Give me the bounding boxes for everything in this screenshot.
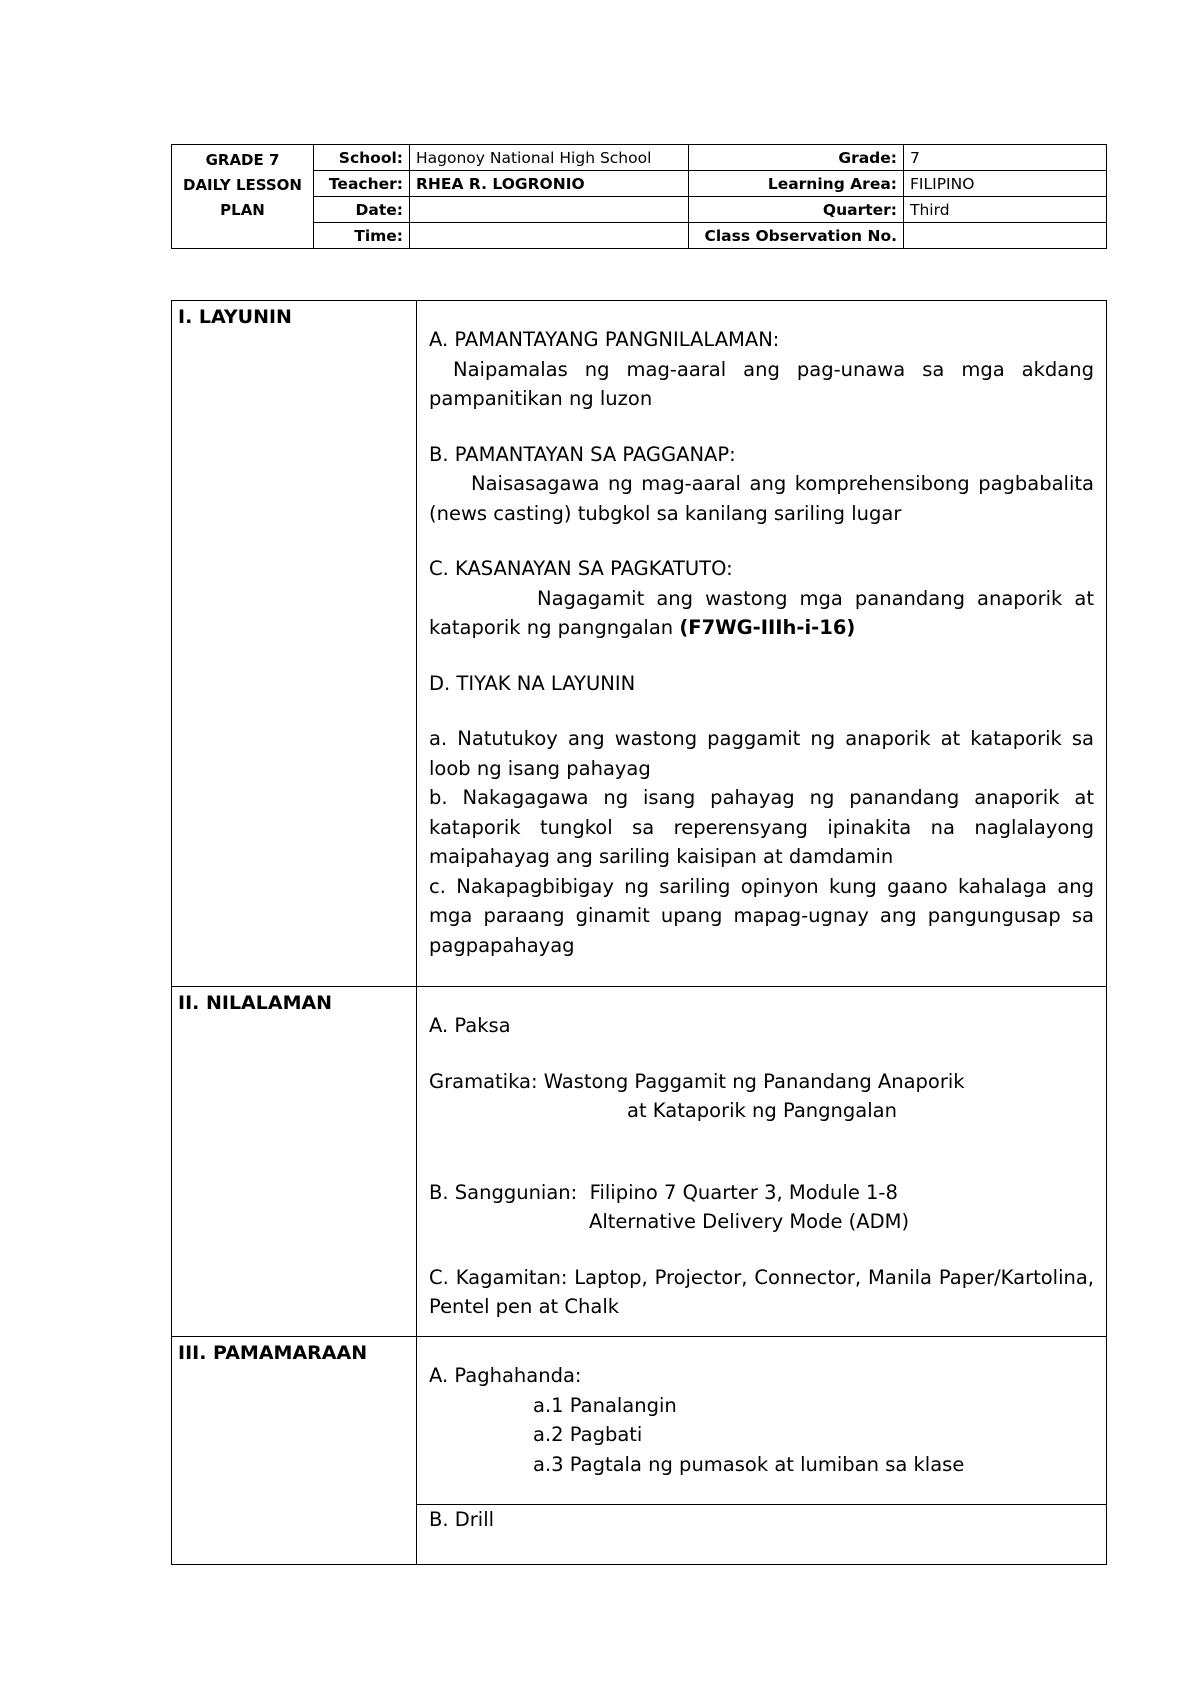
- paghahanda-title: A. Paghahanda:: [429, 1364, 582, 1387]
- section-title-nilalaman: II. NILALAMAN: [172, 987, 417, 1337]
- tiyak-na-layunin-item-a: a. Natutukoy ang wastong paggamit ng anaporik at kataporik sa loob ng isang pahayag: [429, 727, 1094, 780]
- time-label: Time:: [314, 223, 410, 249]
- kasanayan-sa-pagkatuto-text: Nagagamit ang wastong mga panandang anaporik at kataporik ng pangngalan: [429, 586, 1094, 639]
- teacher-value: RHEA R. LOGRONIO: [410, 171, 689, 197]
- tiyak-na-layunin-title: D. TIYAK NA LAYUNIN: [429, 671, 636, 695]
- class-observation-value: [904, 223, 1107, 249]
- competency-code: (F7WG-IIIh-i-16): [679, 616, 856, 639]
- drill-title: B. Drill: [429, 1508, 495, 1531]
- paghahanda-item-3: a.3 Pagtala ng pumasok at lumiban sa klase: [533, 1452, 965, 1476]
- pamamaraan-row-a: [172, 1337, 1107, 1505]
- pamantayang-pangnilalaman-text: Naipamalas ng mag-aaral ang pag-unawa sa mga akdang pampanitikan ng luzon: [429, 357, 1094, 410]
- gramatika-line-1: Gramatika: Wastong Paggamit ng Panandang Anaporik: [429, 1069, 965, 1093]
- section-title-layunin: I. LAYUNIN: [172, 301, 417, 987]
- tiyak-na-layunin-item-b: b. Nakagagawa ng isang pahayag ng panandang anaporik at kataporik tungkol sa reperensyang ipinakita na naglalayong maipahayag ang sariling kaisipan at damdamin: [429, 786, 1094, 868]
- kasanayan-sa-pagkatuto-block: [429, 584, 1094, 643]
- layunin-content: [417, 301, 1107, 987]
- pamantayan-sa-pagganap-title: B. PAMANTAYAN SA PAGGANAP:: [429, 442, 736, 466]
- title-line-2: DAILY LESSON: [183, 176, 302, 194]
- date-label: Date:: [314, 197, 410, 223]
- paghahanda-content: [417, 1337, 1107, 1505]
- sanggunian-value-2: Alternative Delivery Mode (ADM): [589, 1210, 910, 1233]
- kasanayan-sa-pagkatuto-title: C. KASANAYAN SA PAGKATUTO:: [429, 557, 733, 580]
- title-line-3: PLAN: [220, 201, 265, 219]
- nilalaman-row: [172, 987, 1107, 1337]
- teacher-label: Teacher:: [314, 171, 410, 197]
- lesson-plan-body-table: [171, 300, 1107, 1565]
- lesson-plan-title: [172, 145, 314, 249]
- class-observation-label: Class Observation No.: [689, 223, 904, 249]
- learning-area-value: FILIPINO: [904, 171, 1107, 197]
- nilalaman-content: [417, 987, 1107, 1337]
- pamantayan-sa-pagganap-text: Naisasagawa ng mag-aaral ang komprehensibong pagbabalita (news casting) tubgkol sa kanilang sariling lugar: [429, 472, 1094, 525]
- learning-area-label: Learning Area:: [689, 171, 904, 197]
- layunin-row: [172, 301, 1107, 987]
- quarter-label: Quarter:: [689, 197, 904, 223]
- tiyak-na-layunin-item-c: c. Nakapagbibigay ng sariling opinyon kung gaano kahalaga ang mga paraang ginamit upang mapag-ugnay ang pangungusap sa pagpapahayag: [429, 874, 1094, 957]
- sanggunian-value-1: Filipino 7 Quarter 3, Module 1-8: [589, 1180, 898, 1204]
- drill-content: [417, 1505, 1107, 1565]
- section-title-pamamaraan: III. PAMAMARAAN: [172, 1337, 417, 1565]
- school-value: Hagonoy National High School: [410, 145, 689, 171]
- school-label: School:: [314, 145, 410, 171]
- gramatika-line-2: at Kataporik ng Pangngalan: [627, 1099, 897, 1122]
- time-value: [410, 223, 689, 249]
- sanggunian-line-1: [429, 1178, 1094, 1208]
- title-line-1: GRADE 7: [205, 151, 280, 169]
- quarter-value: Third: [904, 197, 1107, 223]
- paghahanda-item-1: a.1 Panalangin: [533, 1393, 677, 1417]
- date-value: [410, 197, 689, 223]
- paksa-title: A. Paksa: [429, 1014, 511, 1037]
- paghahanda-item-2: a.2 Pagbati: [533, 1423, 643, 1446]
- grade-label: Grade:: [689, 145, 904, 171]
- grade-value: 7: [904, 145, 1107, 171]
- sanggunian-label: B. Sanggunian:: [429, 1180, 578, 1204]
- pamantayang-pangnilalaman-title: A. PAMANTAYANG PANGNILALAMAN:: [429, 328, 780, 351]
- kagamitan-text: C. Kagamitan: Laptop, Projector, Connector, Manila Paper/Kartolina, Pentel pen at Chalk: [429, 1265, 1094, 1318]
- lesson-plan-header-table: [171, 144, 1107, 249]
